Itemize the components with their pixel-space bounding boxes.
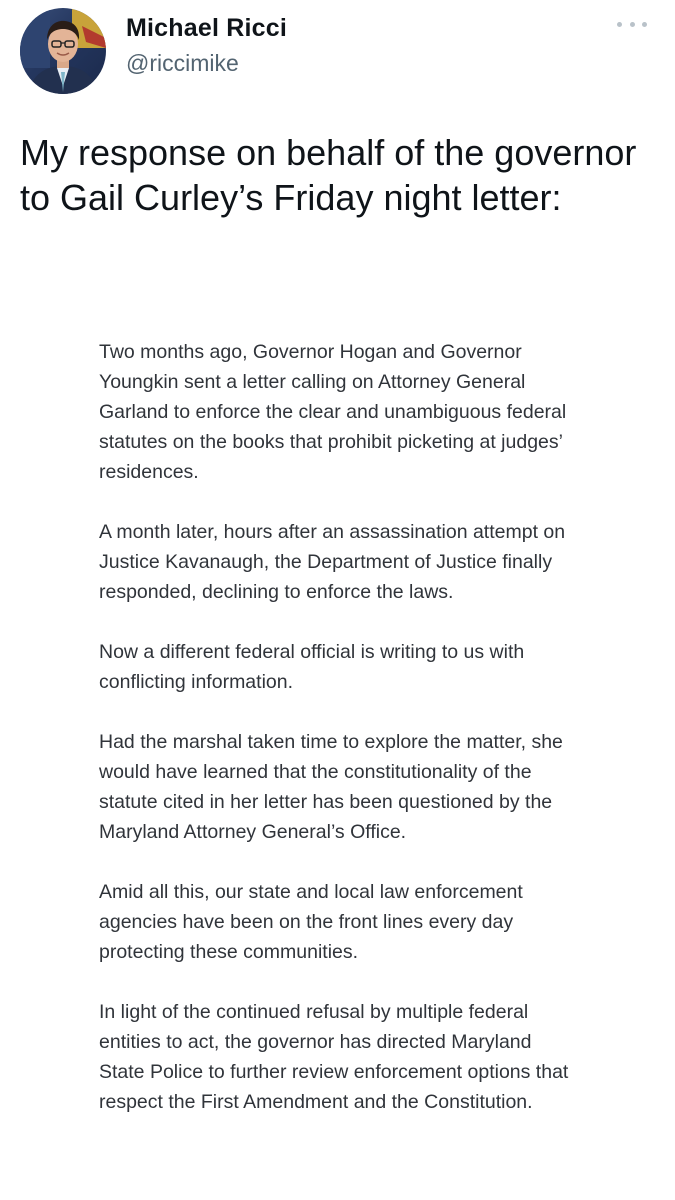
tweet-header	[20, 8, 655, 92]
more-options-button[interactable]	[617, 14, 647, 34]
letter-paragraph: Now a different federal official is writing to us with conflicting information.	[99, 641, 525, 693]
more-horizontal-icon	[617, 22, 622, 27]
letter-paragraph: In light of the continued refusal by multiple federal entities to act, the governor has directed Maryland State Police to further review enforcement options that respect the First Amendment and the Constitution.	[99, 1001, 569, 1113]
more-horizontal-icon	[630, 22, 635, 27]
avatar[interactable]	[20, 8, 106, 94]
profile-photo-icon	[20, 8, 106, 94]
more-horizontal-icon	[642, 22, 647, 27]
tweet-text: My response on behalf of the governor to Gail Curley’s Friday night letter:	[20, 132, 637, 218]
letter-paragraph: Two months ago, Governor Hogan and Governor Youngkin sent a letter calling on Attorney General Garland to enforce the clear and unambiguous federal statutes on the books that prohibit picketing at judges’ residences.	[99, 341, 567, 483]
author-name[interactable]: Michael Ricci	[126, 14, 287, 42]
letter-paragraph: Had the marshal taken time to explore the matter, she would have learned that the constitutionality of the statute cited in her letter has been questioned by the Maryland Attorney General’s Office.	[99, 731, 563, 843]
letter-image[interactable]	[99, 337, 579, 1147]
author-handle[interactable]: @riccimike	[126, 50, 239, 76]
letter-paragraph: A month later, hours after an assassination attempt on Justice Kavanaugh, the Department of Justice finally responded, declining to enforce the laws.	[99, 521, 566, 603]
letter-paragraph: Amid all this, our state and local law enforcement agencies have been on the front lines every day protecting these communities.	[99, 881, 523, 963]
